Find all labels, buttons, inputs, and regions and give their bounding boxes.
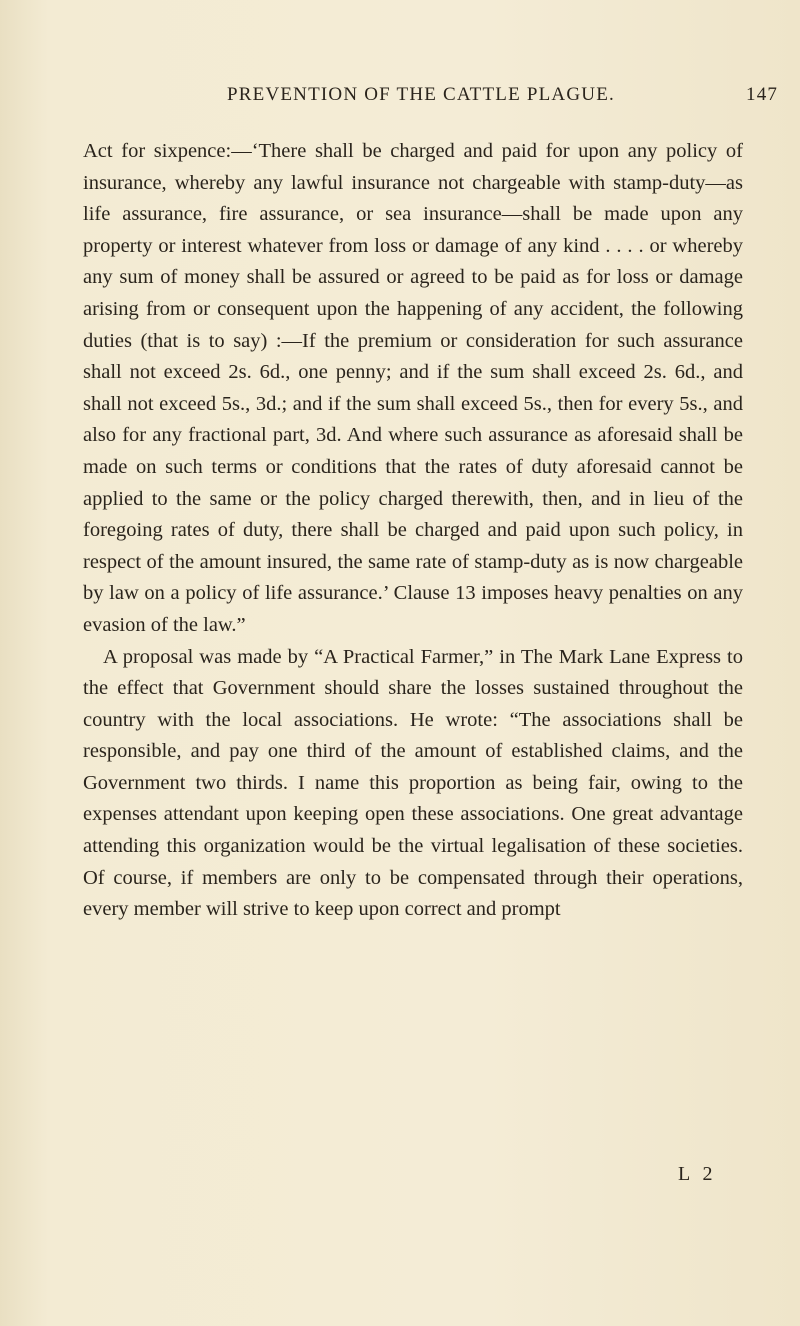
signature-mark: L 2 (678, 1163, 717, 1185)
running-title: PREVENTION OF THE CATTLE PLAGUE. (227, 84, 615, 105)
running-head (0, 84, 800, 112)
paragraph-stamp-act: Act for sixpence:—‘There shall be charged and paid for upon any policy of insurance, whereby any lawful insurance not chargeable with stamp-duty—as life assurance, fire assurance, or sea insurance—shall be made upon any property or interest whatever from loss or damage of any kind . . . . or whereby any sum of money shall be assured or agreed to be paid as for loss or damage arising from or consequent upon the happening of any accident, the following duties (that is to say) :—If the premium or consideration for such assurance shall not exceed 2s. 6d., one penny; and if the sum shall exceed 2s. 6d., and shall not exceed 5s., 3d.; and if the sum shall exceed 5s., then for every 5s., and also for any fractional part, 3d. And where such assurance as aforesaid shall be made on such terms or conditions that the rates of duty aforesaid cannot be applied to the same or the policy charged therewith, then, and in lieu of the foregoing rates of duty, there shall be charged and paid upon such policy, in respect of the amount insured, the same rate of stamp-duty as is now chargeable by law on a policy of life assurance.’ Clause 13 imposes heavy penalties on any evasion of the law.” (83, 140, 743, 636)
page-number: 147 (746, 84, 779, 105)
paragraph-proposal: A proposal was made by “A Practical Farmer,” in The Mark Lane Express to the effect that Government should share the losses sustained throughout the country with the local associations. He wrote: “The associations shall be responsible, and pay one third of the amount of established claims, and the Government two thirds. I name this proportion as being fair, owing to the expenses attendant upon keeping open these associations. One great advantage attending this organization would be the virtual legalisation of these societies. Of course, if members are only to be compensated through their operations, every member will strive to keep upon correct and prompt (83, 645, 743, 921)
text-block (83, 136, 743, 926)
